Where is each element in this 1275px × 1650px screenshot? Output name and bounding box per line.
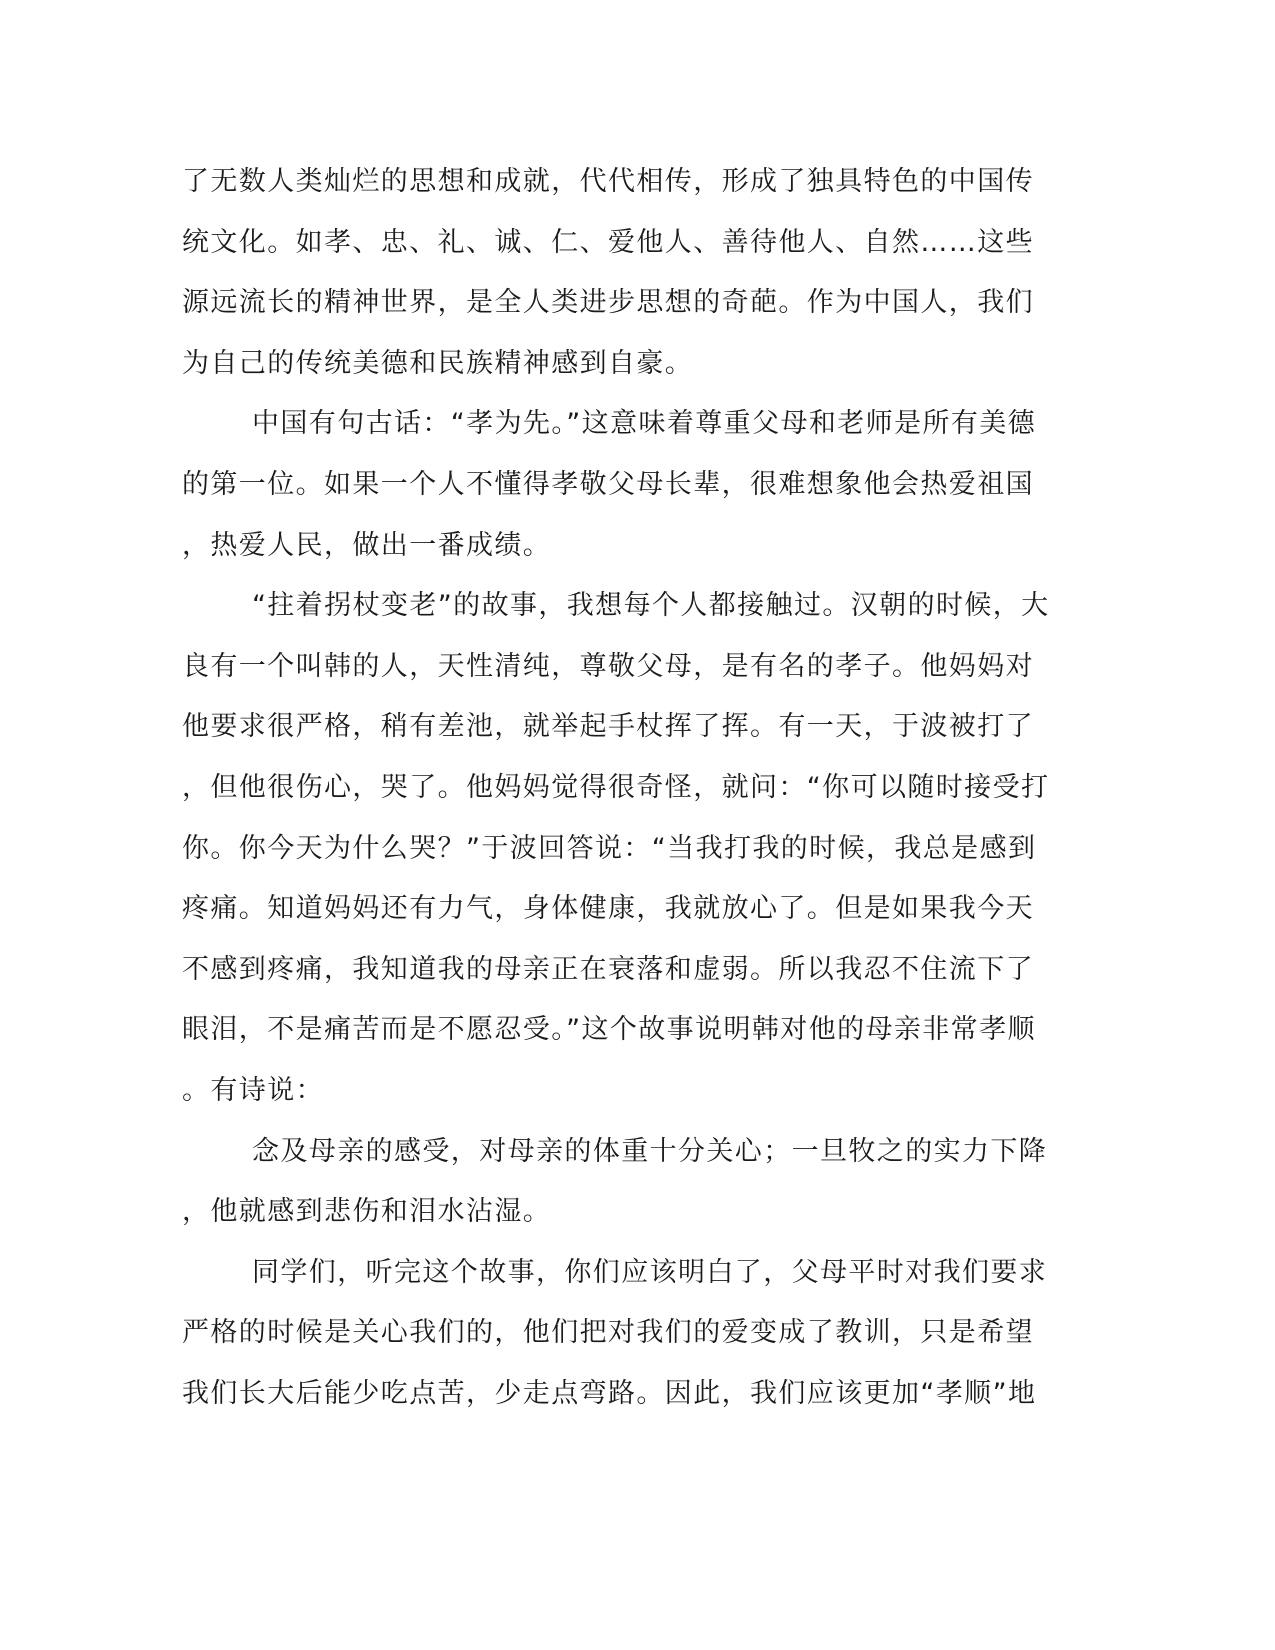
text-line: 。有诗说：	[182, 1074, 324, 1106]
body-text	[182, 152, 1050, 1424]
paragraph-first-line: 念及母亲的感受，对母亲的体重十分关心；一旦牧之的实力下降	[252, 1135, 1048, 1167]
text-line: 的第一位。如果一个人不懂得孝敬父母长辈，很难想象他会热爱祖国	[182, 468, 1034, 500]
text-line: 我们长大后能少吃点苦，少走点弯路。因此，我们应该更加“孝顺”地	[182, 1377, 1037, 1409]
text-line: 良有一个叫韩的人，天性清纯，尊敬父母，是有名的孝子。他妈妈对	[182, 650, 1034, 682]
text-line: 不感到疼痛，我知道我的母亲正在衰落和虚弱。所以我忍不住流下了	[182, 953, 1034, 985]
text-line: ，但他很伤心，哭了。他妈妈觉得很奇怪，就问：“你可以随时接受打	[182, 771, 1050, 803]
text-line: 你。你今天为什么哭？”于波回答说：“当我打我的时候，我总是感到	[182, 832, 1037, 864]
text-line: 统文化。如孝、忠、礼、诚、仁、爱他人、善待他人、自然……这些	[182, 226, 1034, 258]
text-line: 他要求很严格，稍有差池，就举起手杖挥了挥。有一天，于波被打了	[182, 711, 1034, 743]
text-line: 疼痛。知道妈妈还有力气，身体健康，我就放心了。但是如果我今天	[182, 893, 1034, 925]
text-line: 了无数人类灿烂的思想和成就，代代相传，形成了独具特色的中国传	[182, 166, 1034, 197]
text-line: 为自己的传统美德和民族精神感到自豪。	[182, 347, 694, 379]
text-line: ，热爱人民，做出一番成绩。	[182, 529, 552, 561]
text-line: 眼泪，不是痛苦而是不愿忍受。”这个故事说明韩对他的母亲非常孝顺	[182, 1014, 1036, 1046]
text-line: 源远流长的精神世界，是全人类进步思想的奇葩。作为中国人，我们	[182, 287, 1034, 319]
paragraph-first-line: 中国有句古话：“孝为先。”这意味着尊重父母和老师是所有美德	[252, 408, 1037, 440]
text-line: 严格的时候是关心我们的，他们把对我们的爱变成了教训，只是希望	[182, 1317, 1034, 1349]
paragraph-first-line: “拄着拐杖变老”的故事，我想每个人都接触过。汉朝的时候，大	[252, 590, 1050, 622]
text-line: ，他就感到悲伤和泪水沾湿。	[182, 1196, 552, 1228]
paragraph-first-line: 同学们，听完这个故事，你们应该明白了，父母平时对我们要求	[252, 1256, 1048, 1288]
